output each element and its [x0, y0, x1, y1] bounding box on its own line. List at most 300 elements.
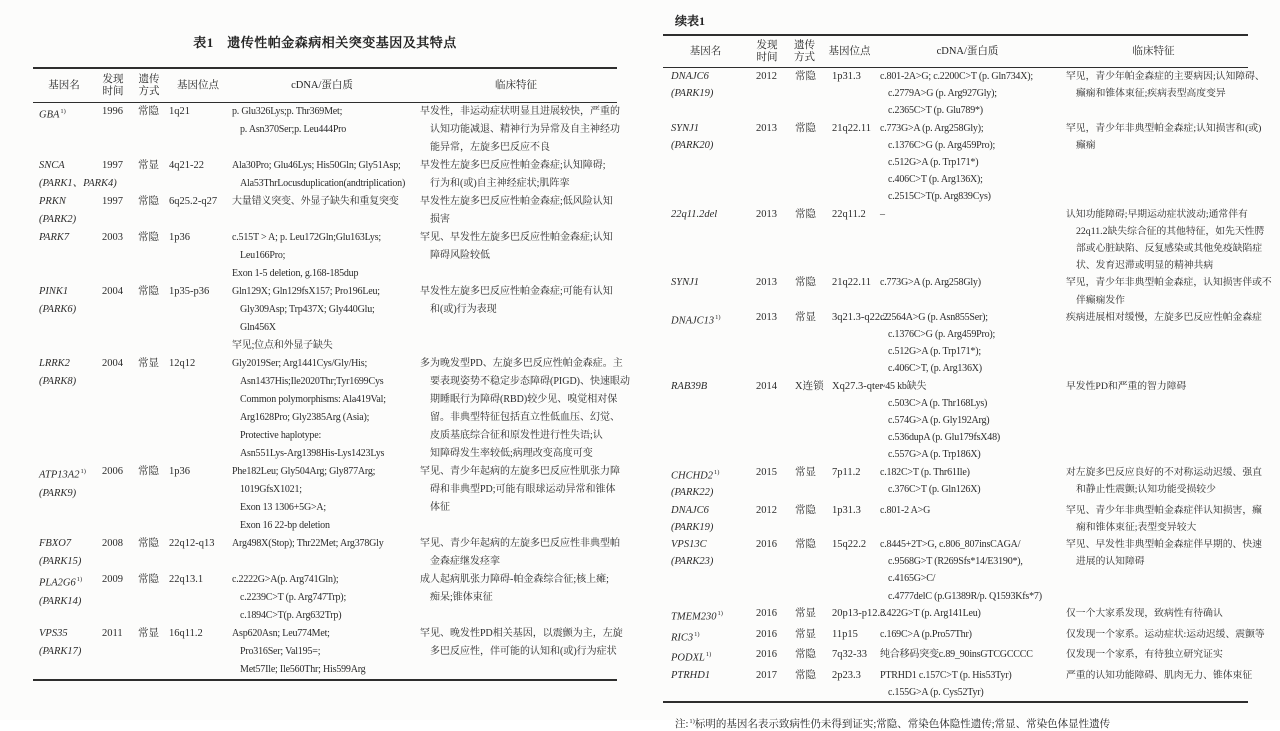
gene-locus: 15q22.2 [832, 538, 867, 550]
clinical-features-cell [415, 283, 617, 355]
discovery-year: 2013 [756, 208, 777, 220]
inheritance-mode: X连锁 [795, 380, 824, 392]
gene-name: DNAJC13$^{1)}$ [671, 313, 721, 327]
table-header [33, 69, 617, 103]
cdna-line: c.406C>T, (p. Arg136X) [888, 363, 982, 375]
inheritance-mode: 常显 [795, 466, 816, 478]
gene-locus-cell [167, 535, 229, 571]
col-header-cdna-protein: cDNA/蛋白质 [291, 79, 353, 91]
cdna-line: c.2239C>T (p. Arg747Trp); [240, 592, 347, 603]
col-header-discovery-time-line2: 时间 [102, 85, 124, 97]
cdna-protein-cell [876, 502, 1059, 536]
gene-name-cell [663, 667, 748, 701]
gene-locus-cell [823, 626, 876, 647]
gene-locus-cell [823, 120, 876, 206]
gene-locus: 22q11.2 [832, 208, 866, 220]
gene-locus: 1q21 [169, 106, 190, 117]
col-header-inheritance-line1: 遗传 [138, 73, 160, 85]
gene-locus-cell [823, 502, 876, 536]
cdna-line: p. Glu326Lys;p. Thr369Met; [232, 106, 343, 117]
gene-locus: 1p36 [169, 232, 190, 243]
cdna-line: c.773G>A (p. Arg258Gly); [880, 122, 984, 134]
clinical-line: 体征 [430, 502, 450, 513]
cdna-protein-cell [229, 103, 415, 157]
gene-locus: 6q25.2-q27 [169, 196, 218, 207]
inheritance-mode-cell [131, 355, 167, 463]
clinical-line: 知障碍发生率较低;病理改变高度可变 [430, 448, 593, 459]
col-header-clinical-features: 临床特征 [495, 79, 537, 91]
inheritance-mode: 常隐 [138, 286, 159, 297]
gene-locus-cell [167, 157, 229, 193]
discovery-year-cell [748, 605, 786, 626]
col-header-gene-locus: 基因位点 [177, 79, 219, 91]
pathogenicity-unconfirmed-marker: 1) [715, 313, 721, 321]
cdna-protein-cell [876, 274, 1059, 308]
inheritance-mode-cell [131, 571, 167, 625]
col-header-discovery-time [95, 74, 131, 98]
cdna-protein-cell [876, 646, 1059, 667]
discovery-year-cell [748, 206, 786, 275]
table-row [33, 571, 617, 625]
gene-locus-cell [167, 229, 229, 283]
cdna-line: Common polymorphisms: Ala419Val; [240, 394, 386, 405]
discovery-year: 1996 [102, 106, 123, 117]
gene-name: LRRK2 [39, 358, 70, 369]
clinical-line: 多巴反应性，伴可能的认知和(或)行为症状 [430, 646, 617, 657]
col-header-gene-name: 基因名 [48, 79, 80, 91]
gene-locus-cell [823, 206, 876, 275]
col-header-discovery-time-line1: 发现 [102, 73, 124, 85]
table-row [33, 355, 630, 463]
cdna-line: c.801-2A>G; c.2200C>T (p. Gln734X); [880, 71, 1033, 82]
gene-name: PTRHD1 [671, 669, 711, 681]
clinical-features-cell [1059, 502, 1262, 536]
discovery-year: 2017 [756, 669, 777, 681]
clinical-features-cell [1059, 274, 1272, 308]
cdna-protein-cell [229, 571, 415, 625]
table-row [33, 193, 617, 229]
cdna-line: p. Asn370Ser;p. Leu444Pro [240, 124, 347, 135]
discovery-year: 2016 [756, 628, 777, 640]
inheritance-mode-cell [786, 274, 823, 308]
clinical-line: 要表现姿势不稳定步态障碍(PIGD)、快速眼动 [430, 376, 630, 387]
inheritance-mode-cell [786, 68, 823, 120]
inheritance-mode-cell [131, 625, 167, 679]
cdna-line: Gln129X; Gln129fsX157; Pro196Leu; [232, 286, 380, 297]
clinical-line: 状、发育迟滞或明显的精神共病 [1076, 260, 1214, 272]
clinical-line: 罕见、青少年非典型帕金森症伴认知损害，癫 [1066, 504, 1262, 516]
discovery-year-cell [95, 193, 131, 229]
gene-locus: 2p23.3 [832, 669, 861, 681]
gene-locus-cell [167, 193, 229, 229]
discovery-year-cell [748, 464, 786, 502]
clinical-line: 和(或)行为表现 [430, 304, 497, 315]
table-1-page [33, 0, 630, 681]
gene-name: DNAJC6 [671, 504, 709, 516]
clinical-features-cell [1059, 464, 1262, 502]
discovery-year: 2012 [756, 71, 777, 82]
clinical-features-cell [1059, 378, 1248, 464]
clinical-line: 罕见、青少年起病的左旋多巴反应性非典型帕 [420, 538, 620, 549]
gene-alias: (PARK19) [671, 88, 714, 100]
gene-name-cell [663, 536, 748, 605]
gene-alias: (PARK15) [39, 556, 82, 567]
table-footnote [663, 716, 1248, 731]
clinical-line: 罕见、晚发性PD相关基因，以震颤为主，左旋 [420, 628, 623, 639]
cdna-line: 纯合移码突变c.89_90insGTCGCCCC [880, 649, 1033, 661]
cdna-line: Gly309Asp; Trp437X; Gly440Glu; [240, 304, 375, 315]
table-row [33, 535, 620, 571]
gene-name: GBA$^{1)}$ [39, 108, 66, 121]
table-row [663, 605, 1248, 626]
table-row [663, 646, 1248, 667]
gene-name-cell [33, 229, 95, 283]
gene-locus: 11p15 [832, 628, 858, 640]
discovery-year-cell [748, 309, 786, 378]
inheritance-mode: 常显 [795, 628, 816, 640]
cdna-line: c.512G>A (p. Trp171*); [888, 346, 981, 358]
gene-locus: 1p36 [169, 466, 190, 477]
clinical-line: 罕见，青少年非典型帕金森症，认知损害伴或不 [1066, 277, 1272, 289]
gene-locus-cell [823, 667, 876, 701]
clinical-features-cell [415, 463, 620, 535]
col-header-discovery-time [748, 40, 786, 64]
col-header-inheritance-line1: 遗传 [794, 39, 815, 51]
discovery-year: 2008 [102, 538, 123, 549]
cdna-protein-cell [876, 309, 1059, 378]
clinical-line: 碍和非典型PD;可能有眼球运动异常和锥体 [430, 484, 616, 495]
col-header-discovery-time-line1: 发现 [756, 39, 778, 51]
inheritance-mode-cell [131, 535, 167, 571]
gene-name: VPS13C [671, 538, 707, 550]
cdna-line: Arg498X(Stop); Thr22Met; Arg378Gly [232, 538, 384, 549]
cdna-line: c.4777delC (p.G1389R/p. Q1593Kfs*7) [888, 590, 1042, 602]
gene-name-cell [663, 68, 748, 120]
discovery-year-cell [95, 283, 131, 355]
gene-name-cell [663, 378, 748, 464]
discovery-year-cell [748, 68, 786, 120]
gene-name: SNCA [39, 160, 65, 171]
cdna-protein-cell [229, 355, 415, 463]
inheritance-mode-cell [786, 378, 823, 464]
gene-name-cell [663, 206, 748, 275]
table-row [33, 157, 617, 193]
cdna-line: 大量错义突变、外显子缺失和重复突变 [232, 196, 399, 207]
table-row [663, 206, 1265, 275]
gene-locus: 7p11.2 [832, 466, 861, 478]
cdna-line: c.406C>T (p. Arg136X); [888, 174, 983, 186]
inheritance-mode: 常隐 [795, 277, 816, 289]
discovery-year-cell [748, 646, 786, 667]
cdna-line: 罕见;位点和外显子缺失 [232, 340, 333, 351]
clinical-features-cell [415, 571, 617, 625]
discovery-year-cell [748, 536, 786, 605]
discovery-year: 2004 [102, 286, 123, 297]
clinical-features-cell [1059, 605, 1248, 626]
gene-name: 22q11.2del [671, 208, 718, 220]
continued-table-title: 续表1 [675, 14, 706, 28]
table-row [663, 464, 1262, 502]
footnote-text: 标明的基因名表示致病性仍未得到证实;常隐、常染色体隐性遗传;常显、常染色体显性遗传 [694, 719, 1111, 731]
gene-name-cell [663, 120, 748, 206]
gene-name-cell [663, 309, 748, 378]
gene-name: SYNJ1 [671, 122, 700, 134]
inheritance-mode: 常隐 [138, 574, 159, 585]
footnote-prefix: 注: [675, 719, 689, 731]
clinical-line: 多为晚发型PD、左旋多巴反应性帕金森症。主 [420, 358, 623, 369]
cdna-line: 1019GfsX1021; [240, 484, 302, 495]
clinical-line: 22q11.2缺失综合征的其他特征，如先天性腭 [1076, 225, 1265, 237]
inheritance-mode-cell [131, 463, 167, 535]
gene-alias: (PARK6) [39, 304, 77, 315]
cdna-line: c.536dupA (p. Glu179fsX48) [888, 432, 1001, 444]
inheritance-mode: 常隐 [795, 649, 816, 661]
discovery-year: 2016 [756, 649, 777, 661]
cdna-protein-cell [229, 283, 415, 355]
clinical-features-cell [1059, 646, 1248, 667]
cdna-protein-cell [876, 464, 1059, 502]
gene-alias: (PARK19) [671, 521, 714, 533]
clinical-features-cell [415, 193, 617, 229]
inheritance-mode-cell [131, 157, 167, 193]
table-row [663, 626, 1265, 647]
cdna-protein-cell [876, 605, 1059, 626]
clinical-features-cell [1059, 68, 1265, 120]
cdna-protein-cell [876, 626, 1059, 647]
cdna-line: ~45 kb缺失 [880, 380, 927, 392]
table-row [33, 625, 623, 679]
gene-locus: 22q13.1 [169, 574, 204, 585]
gene-locus: 20p13-p12.3 [832, 607, 886, 619]
cdna-line: c.182C>T (p. Thr61Ile) [880, 466, 970, 478]
pathogenicity-unconfirmed-marker: 1) [705, 651, 712, 659]
inheritance-mode: 常显 [138, 160, 159, 171]
clinical-line: 罕见，青少年帕金森症的主要病因;认知障碍、 [1066, 71, 1265, 82]
gene-name: PARK7 [39, 232, 70, 243]
inheritance-mode-cell [786, 626, 823, 647]
table-row [33, 229, 617, 283]
col-header-inheritance [786, 40, 823, 64]
gene-locus: 1p31.3 [832, 71, 861, 82]
cdna-line: PTRHD1 c.157C>T (p. His53Tyr) [880, 669, 1012, 681]
clinical-line: 留。非典型特征包括直立性低血压、幻觉、 [430, 412, 620, 423]
gene-name: PODXL$^{1)}$ [671, 651, 712, 664]
inheritance-mode: 常显 [795, 311, 816, 323]
cdna-protein-cell [229, 463, 415, 535]
gene-locus-cell [823, 605, 886, 626]
clinical-line: 早发性左旋多巴反应性帕金森症;可能有认知 [420, 286, 613, 297]
gene-name-cell [663, 464, 748, 502]
inheritance-mode-cell [786, 502, 823, 536]
gene-alias: (PARK20) [671, 139, 714, 151]
inheritance-mode-cell [786, 646, 823, 667]
gene-name: TMEM230$^{1)}$ [671, 609, 723, 623]
clinical-line: 仅一个大家系发现，致病性有待确认 [1066, 607, 1223, 619]
cdna-line: Asn1437His;Ile2020Thr;Tyr1699Cys [240, 376, 384, 387]
clinical-features-cell [1059, 536, 1262, 605]
clinical-line: 行为和(或)自主神经症状;肌阵挛 [430, 178, 570, 189]
gene-name-cell [33, 103, 95, 157]
gene-name: RIC3$^{1)}$ [671, 630, 700, 643]
gene-name-cell [663, 626, 748, 647]
gene-locus: Xq27.3-qter [832, 380, 884, 392]
cdna-line: Exon 13 1306+5G>A; [240, 502, 327, 513]
clinical-features-cell [415, 103, 620, 157]
inheritance-mode-cell [786, 667, 823, 701]
clinical-line: 痴呆;锥体束征 [430, 592, 493, 603]
cdna-protein-cell [876, 378, 1059, 464]
cdna-line: c.2564A>G (p. Asn855Ser); [880, 311, 988, 323]
discovery-year: 2004 [102, 358, 123, 369]
gene-locus-cell [167, 283, 229, 355]
cdna-line: Leu166Pro; [240, 250, 286, 261]
inheritance-mode: 常隐 [795, 122, 816, 134]
inheritance-mode: 常隐 [795, 538, 816, 550]
col-header-inheritance-line2: 方式 [138, 85, 160, 97]
clinical-features-cell [1059, 309, 1262, 378]
gene-alias: (PARK8) [39, 376, 77, 387]
cdna-line: c.2222G>A(p. Arg741Gln); [232, 574, 339, 585]
table-1-continued-page [663, 0, 1272, 731]
table-title: 表1 遗传性帕金森病相关突变基因及其特点 [193, 35, 457, 50]
clinical-line: 癫痫和锥体束征;疾病表型高度变异 [1076, 88, 1226, 100]
gene-locus: 1p31.3 [832, 504, 861, 516]
col-header-inheritance-line2: 方式 [794, 51, 815, 63]
cdna-line: c.2515C>T(p. Arg839Cys) [888, 191, 991, 203]
cdna-line: Ala53ThrLocusduplication(andtriplication) [240, 178, 406, 189]
table-body [33, 103, 630, 679]
table-row [663, 120, 1262, 206]
clinical-features-cell [415, 157, 617, 193]
cdna-line: Exon 1-5 deletion, g.168-185dup [232, 268, 359, 279]
gene-name: VPS35 [39, 628, 68, 639]
gene-name: FBXO7 [39, 538, 72, 549]
table-row [33, 283, 617, 355]
discovery-year-cell [748, 274, 786, 308]
clinical-features-cell [415, 535, 620, 571]
gene-alias: (PARK22) [671, 487, 714, 499]
gene-name: PLA2G6$^{1)}$ [39, 576, 83, 589]
cdna-protein-cell [229, 157, 415, 193]
col-header-gene-locus: 基因位点 [828, 45, 871, 57]
cdna-line: Arg1628Pro; Gly2385Arg (Asia); [240, 412, 370, 423]
clinical-line: 痫和锥体束征;表型变异较大 [1076, 521, 1197, 533]
gene-name-cell [33, 355, 95, 463]
clinical-features-cell [1059, 667, 1253, 701]
col-header-discovery-time-line2: 时间 [756, 51, 778, 63]
gene-name-cell [33, 535, 95, 571]
inheritance-mode: 常隐 [138, 232, 159, 243]
gene-alias: (PARK23) [671, 556, 714, 568]
discovery-year: 1997 [102, 196, 123, 207]
clinical-line: 早发性，非运动症状明显且进展较快，严重的 [420, 106, 620, 117]
pathogenicity-unconfirmed-marker: 1) [714, 468, 720, 476]
gene-locus: 21q22.11 [832, 122, 871, 134]
inheritance-mode-cell [786, 605, 823, 626]
cdna-protein-cell [229, 535, 415, 571]
cdna-line: Phe182Leu; Gly504Arg; Gly877Arg; [232, 466, 376, 477]
table-row [663, 309, 1262, 378]
discovery-year: 2011 [102, 628, 123, 639]
gene-name-cell [663, 274, 748, 308]
cdna-line: c.503C>A (p. Thr168Lys) [888, 397, 988, 409]
cdna-line: – [880, 208, 885, 220]
cdna-protein-cell [876, 120, 1059, 206]
clinical-line: 和静止性震颤;认知功能受损较少 [1076, 483, 1216, 495]
cdna-line: c.801-2 A>G [880, 504, 931, 516]
cdna-line: Asp620Asn; Leu774Met; [232, 628, 330, 639]
gene-alias: (PARK14) [39, 595, 82, 607]
cdna-line: c.4165G>C/ [888, 573, 936, 585]
gene-alias: (PARK2) [39, 214, 77, 225]
cdna-line: Gln456X [240, 322, 276, 333]
footnote-superscript: 1) [689, 717, 695, 725]
cdna-line: c.1894C>T(p. Arg632Trp) [240, 610, 342, 621]
cdna-line: c.155G>A (p. Cys52Tyr) [888, 687, 984, 699]
gene-table-left [33, 67, 630, 681]
clinical-line: 障碍风险较低 [430, 250, 490, 261]
cdna-line: c.2779A>G (p. Arg927Gly); [888, 88, 997, 100]
discovery-year-cell [95, 571, 131, 625]
gene-locus: 21q22.11 [832, 277, 871, 289]
gene-name-cell [33, 283, 95, 355]
cdna-protein-cell [876, 536, 1059, 605]
discovery-year-cell [95, 157, 131, 193]
discovery-year-cell [748, 502, 786, 536]
inheritance-mode-cell [786, 536, 823, 605]
gene-locus: 4q21-22 [169, 160, 204, 171]
gene-locus-cell [823, 536, 876, 605]
cdna-protein-cell [229, 625, 415, 679]
clinical-line: 伴癫痫发作 [1076, 294, 1125, 306]
col-header-inheritance [131, 74, 167, 98]
gene-name-cell [33, 193, 95, 229]
clinical-features-cell [415, 355, 630, 463]
clinical-line: 癫痫 [1076, 139, 1096, 151]
gene-locus-cell [167, 463, 229, 535]
cdna-line: c.2365C>T (p. Glu789*) [888, 105, 983, 117]
col-header-cdna-protein: cDNA/蛋白质 [936, 45, 999, 57]
clinical-line: 成人起病肌张力障碍-帕金森综合征;核上瘫; [420, 574, 609, 585]
table-body [663, 68, 1272, 701]
table-row [33, 463, 620, 535]
cdna-line: Asn551Lys-Arg1398His-Lys1423Lys [240, 448, 385, 459]
cdna-line: c.8445+2T>G, c.806_807insCAGA/ [880, 538, 1021, 550]
cdna-line: c.773G>A (p. Arg258Gly) [880, 277, 981, 289]
cdna-line: c.512G>A (p. Trp171*) [888, 157, 979, 169]
gene-name: PRKN [39, 196, 66, 207]
discovery-year: 2014 [756, 380, 777, 392]
table-row [663, 536, 1262, 605]
pathogenicity-unconfirmed-marker: 1) [80, 468, 86, 475]
discovery-year-cell [95, 463, 131, 535]
cdna-line: Ala30Pro; Glu46Lys; His50Gln; Gly51Asp; [232, 160, 401, 171]
clinical-line: 早发性左旋多巴反应性帕金森症;认知障碍; [420, 160, 606, 171]
table-row [663, 68, 1265, 120]
clinical-line: 能异常，左旋多巴反应不良 [430, 142, 550, 153]
gene-alias: (PARK1、PARK4) [39, 178, 117, 189]
gene-name: CHCHD2$^{1)}$ [671, 468, 720, 482]
gene-name: PINK1 [39, 286, 69, 297]
cdna-line: c.1376C>G (p. Arg459Pro); [888, 139, 996, 151]
cdna-line: c.9568G>T (R269Sfs*14/E3190*), [888, 556, 1023, 568]
gene-name: ATP13A2$^{1)}$ [39, 468, 86, 481]
cdna-line: c.515T > A; p. Leu172Gln;Glu163Lys; [232, 232, 382, 243]
clinical-features-cell [415, 229, 617, 283]
clinical-line: 仅发现一个家系，有待独立研究证实 [1066, 649, 1223, 661]
gene-locus: 16q11.2 [169, 628, 203, 639]
gene-locus: 12q12 [169, 358, 196, 369]
